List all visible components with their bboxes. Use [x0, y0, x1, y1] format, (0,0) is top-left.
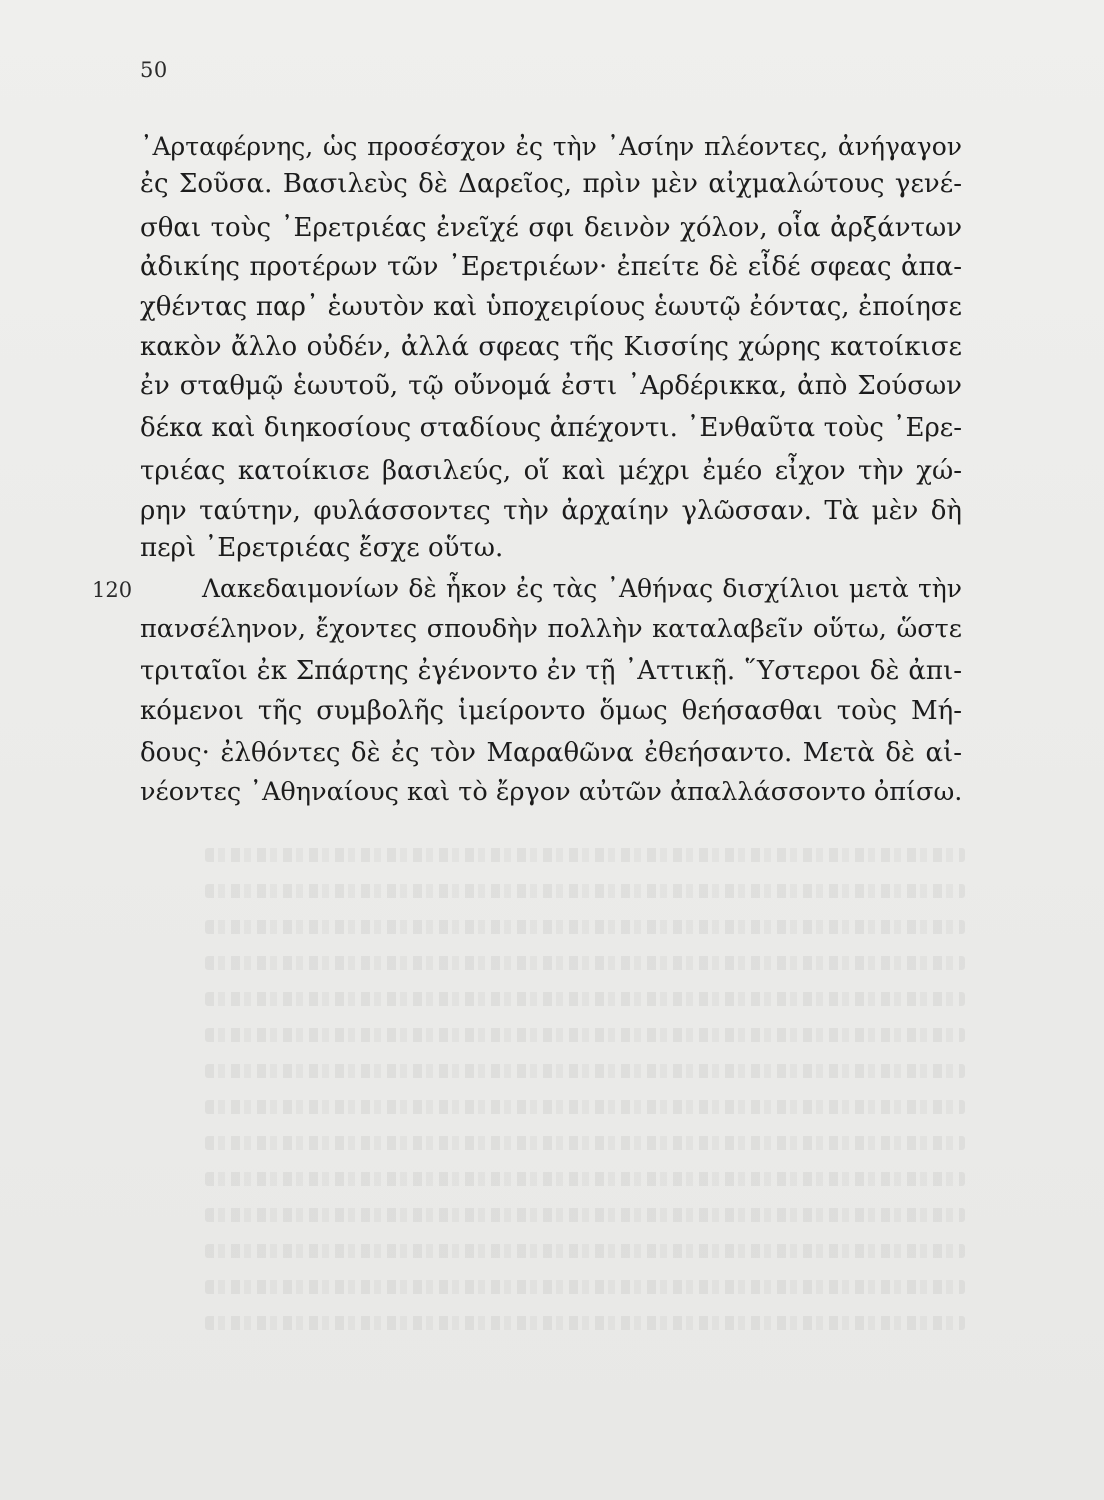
- text-line: νέοντες ᾿Αθηναίους καὶ τὸ ἔργον αὐτῶν ἀπαλλάσσοντο ὀπίσω.: [140, 777, 963, 807]
- text-line: τριέας κατοίκισε βασιλεύς, οἵ καὶ μέχρι ἐμέο εἶχον τὴν χώ-: [140, 456, 962, 486]
- bleed-through-line: [205, 1244, 965, 1258]
- bleed-through-line: [205, 1028, 965, 1042]
- bleed-through-line: [205, 1100, 965, 1114]
- bleed-through-line: [205, 1064, 965, 1078]
- text-line: κόμενοι τῆς συμβολῆς ἱμείροντο ὅμως θεήσασθαι τοὺς Μή-: [140, 696, 962, 726]
- bleed-through-line: [205, 992, 965, 1006]
- text-line: Λακεδαιμονίων δὲ ἧκον ἐς τὰς ᾿Αθήνας δισχίλιοι μετὰ τὴν: [202, 574, 962, 603]
- text-line: δους· ἐλθόντες δὲ ἐς τὸν Μαραθῶνα ἐθεήσαντο. Μετὰ δὲ αἰ-: [140, 738, 962, 768]
- bleed-through-line: [205, 1172, 965, 1186]
- text-line: ἀδικίης προτέρων τῶν ᾿Ερετριέων· ἐπείτε δὲ εἶδέ σφεας ἀπα-: [140, 252, 962, 282]
- bleed-through-line: [205, 1316, 965, 1330]
- bleed-through-line: [205, 884, 965, 898]
- bleed-through-line: [205, 848, 965, 862]
- text-line: ᾿Αρταφέρνης, ὡς προσέσχον ἐς τὴν ᾿Ασίην πλέοντες, ἀνήγαγον: [140, 132, 962, 161]
- text-line: τριταῖοι ἐκ Σπάρτης ἐγένοντο ἐν τῇ ᾿Αττικῇ. ῞Υστεροι δὲ ἀπι-: [140, 656, 962, 686]
- bleed-through-line: [205, 1136, 965, 1150]
- bleed-through-line: [205, 1280, 965, 1294]
- text-line: σθαι τοὺς ᾿Ερετριέας ἐνεῖχέ σφι δεινὸν χόλον, οἷα ἀρξάντων: [140, 213, 962, 243]
- section-number: 120: [92, 578, 133, 602]
- text-line: κακὸν ἄλλο οὐδέν, ἀλλά σφεας τῆς Κισσίης χώρης κατοίκισε: [140, 332, 962, 362]
- bleed-through-line: [205, 920, 965, 934]
- page-number: 50: [140, 58, 168, 82]
- text-line: ἐν σταθμῷ ἑωυτοῦ, τῷ οὔνομά ἐστι ᾿Αρδέρικκα, ἀπὸ Σούσων: [140, 371, 962, 401]
- text-line: χθέντας παρ᾿ ἑωυτὸν καὶ ὑποχειρίους ἑωυτῷ ἐόντας, ἐποίησε: [140, 292, 962, 322]
- text-line: περὶ ᾿Ερετριέας ἔσχε οὕτω.: [140, 533, 504, 563]
- bleed-through-line: [205, 1208, 965, 1222]
- text-line: πανσέληνον, ἔχοντες σπουδὴν πολλὴν καταλαβεῖν οὕτω, ὥστε: [140, 614, 962, 644]
- text-line: ἐς Σοῦσα. Βασιλεὺς δὲ Δαρεῖος, πρὶν μὲν αἰχμαλώτους γενέ-: [140, 169, 962, 199]
- bleed-through-line: [205, 956, 965, 970]
- text-line: δέκα καὶ διηκοσίους σταδίους ἀπέχοντι. ᾿Ενθαῦτα τοὺς ᾿Ερε-: [140, 413, 962, 443]
- text-line: ρην ταύτην, φυλάσσοντες τὴν ἀρχαίην γλῶσσαν. Τὰ μὲν δὴ: [140, 496, 962, 526]
